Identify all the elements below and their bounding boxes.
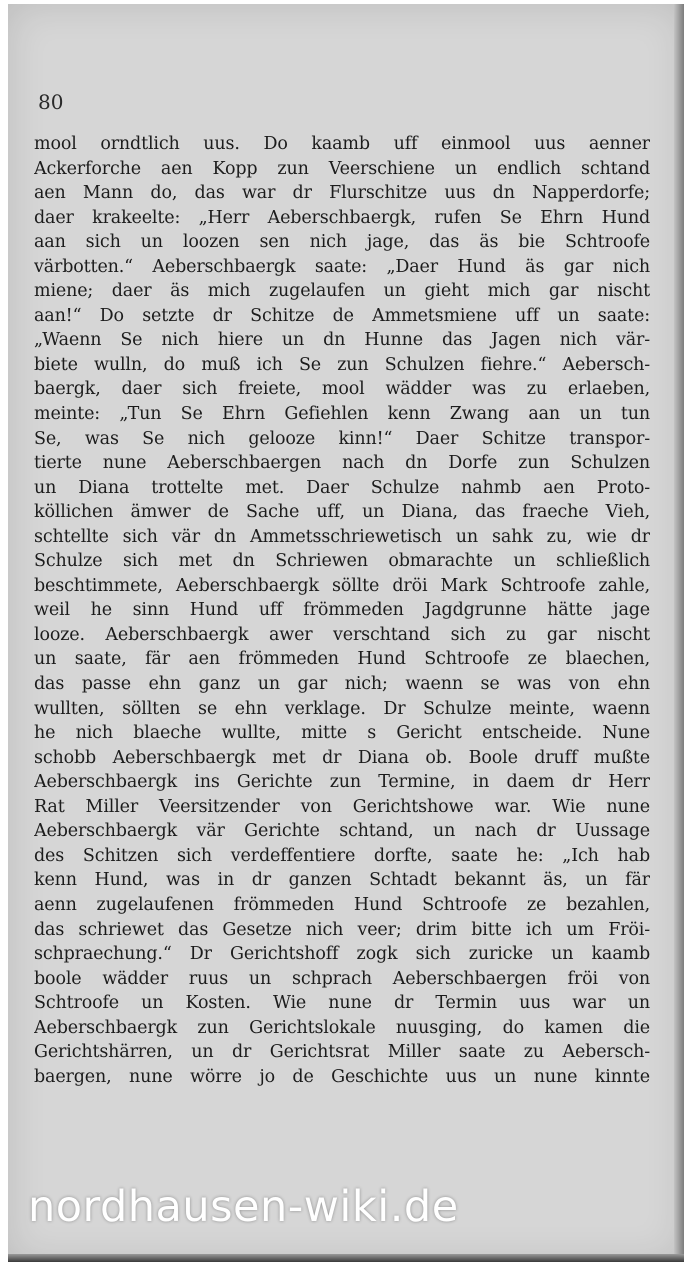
body-text [34, 132, 650, 1089]
text-line: Ackerforche aen Kopp zun Veerschiene un endlich schtand [34, 158, 650, 179]
text-line: schpraechung.“ Dr Gerichtshoff zogk sich zuricke un kaamb [34, 944, 650, 965]
text-line: aen Mann do, das war dr Flurschitze uus dn Napperdorfe; [34, 183, 650, 204]
text-line: schtellte sich vär dn Ammetsschriewetisch un sahk zu, wie dr [34, 526, 650, 547]
text-line: baergen, nune wörre jo de Geschichte uus un nune kinnte [34, 1066, 650, 1087]
text-line: baergk, daer sich freiete, mool wädder was zu erlaeben, [34, 379, 650, 400]
text-line: aan!“ Do setzte dr Schitze de Ammetsmiene uff un saate: [34, 305, 650, 326]
text-line: Schtroofe un Kosten. Wie nune dr Termin uus war un [34, 993, 650, 1014]
text-line: daer krakeelte: „Herr Aeberschbaergk, rufen Se Ehrn Hund [34, 207, 650, 228]
text-line: Se, was Se nich gelooze kinn!“ Daer Schitze transpor- [34, 428, 650, 449]
page-number: 80 [38, 90, 64, 114]
text-line: Rat Miller Veersitzender von Gerichtshowe war. Wie nune [34, 796, 650, 817]
text-line: beschtimmete, Aeberschbaergk söllte dröi Mark Schtroofe zahle, [34, 575, 650, 596]
text-line: tierte nune Aeberschbaergen nach dn Dorfe zun Schulzen [34, 453, 650, 474]
text-line: das passe ehn ganz un gar nich; waenn se was von ehn [34, 674, 650, 695]
text-line: Aeberschbaergk zun Gerichtslokale nuusging, do kamen die [34, 1017, 650, 1038]
text-line: wullten, söllten se ehn verklage. Dr Schulze meinte, waenn [34, 698, 650, 719]
text-line: miene; daer äs mich zugelaufen un gieht mich gar nischt [34, 281, 650, 302]
text-line: Aeberschbaergk vär Gerichte schtand, un nach dr Uussage [34, 821, 650, 842]
text-line: meinte: „Tun Se Ehrn Gefiehlen kenn Zwang aan un tun [34, 404, 650, 425]
text-line: un saate, fär aen frömmeden Hund Schtroofe ze blaechen, [34, 649, 650, 670]
site-watermark: nordhausen-wiki.de [28, 1182, 459, 1232]
text-line: köllichen ämwer de Sache uff, un Diana, das fraeche Vieh, [34, 502, 650, 523]
text-line: des Schitzen sich verdeffentiere dorfte, saate he: „Ich hab [34, 845, 650, 866]
text-line: mool orndtlich uus. Do kaamb uff einmool uus aenner [34, 134, 650, 154]
text-line: Gerichtshärren, un dr Gerichtsrat Miller saate zu Aebersch- [34, 1042, 650, 1063]
text-line: Schulze sich met dn Schriewen obmarachte un schließlich [34, 551, 650, 572]
text-line: aenn zugelaufenen frömmeden Hund Schtroofe ze bezahlen, [34, 894, 650, 915]
text-line: värbotten.“ Aeberschbaergk saate: „Daer Hund äs gar nich [34, 256, 650, 277]
text-line: weil he sinn Hund uff frömmeden Jagdgrunne hätte jage [34, 600, 650, 621]
text-line: looze. Aeberschbaergk awer verschtand sich zu gar nischt [34, 624, 650, 645]
text-line: schobb Aeberschbaergk met dr Diana ob. Boole druff mußte [34, 747, 650, 768]
text-line: aan sich un loozen sen nich jage, das äs bie Schtroofe [34, 232, 650, 253]
text-line: biete wulln, do muß ich Se zun Schulzen fiehre.“ Aebersch- [34, 354, 650, 375]
page-edge-shadow-right [674, 4, 684, 1262]
text-line: das schriewet das Gesetze nich veer; drim bitte ich um Fröi- [34, 919, 650, 940]
page-edge-shadow-bottom [8, 1254, 684, 1262]
text-line: kenn Hund, was in dr ganzen Schtadt bekannt äs, un fär [34, 870, 650, 891]
text-line: boole wädder ruus un schprach Aeberschbaergen fröi von [34, 968, 650, 989]
text-line: he nich blaeche wullte, mitte s Gericht entscheide. Nune [34, 723, 650, 744]
text-line: un Diana trottelte met. Daer Schulze nahmb aen Proto- [34, 477, 650, 498]
text-line: „Waenn Se nich hiere un dn Hunne das Jagen nich vär- [34, 330, 650, 351]
text-line: Aeberschbaergk ins Gerichte zun Termine, in daem dr Herr [34, 772, 650, 793]
book-page [8, 4, 684, 1262]
